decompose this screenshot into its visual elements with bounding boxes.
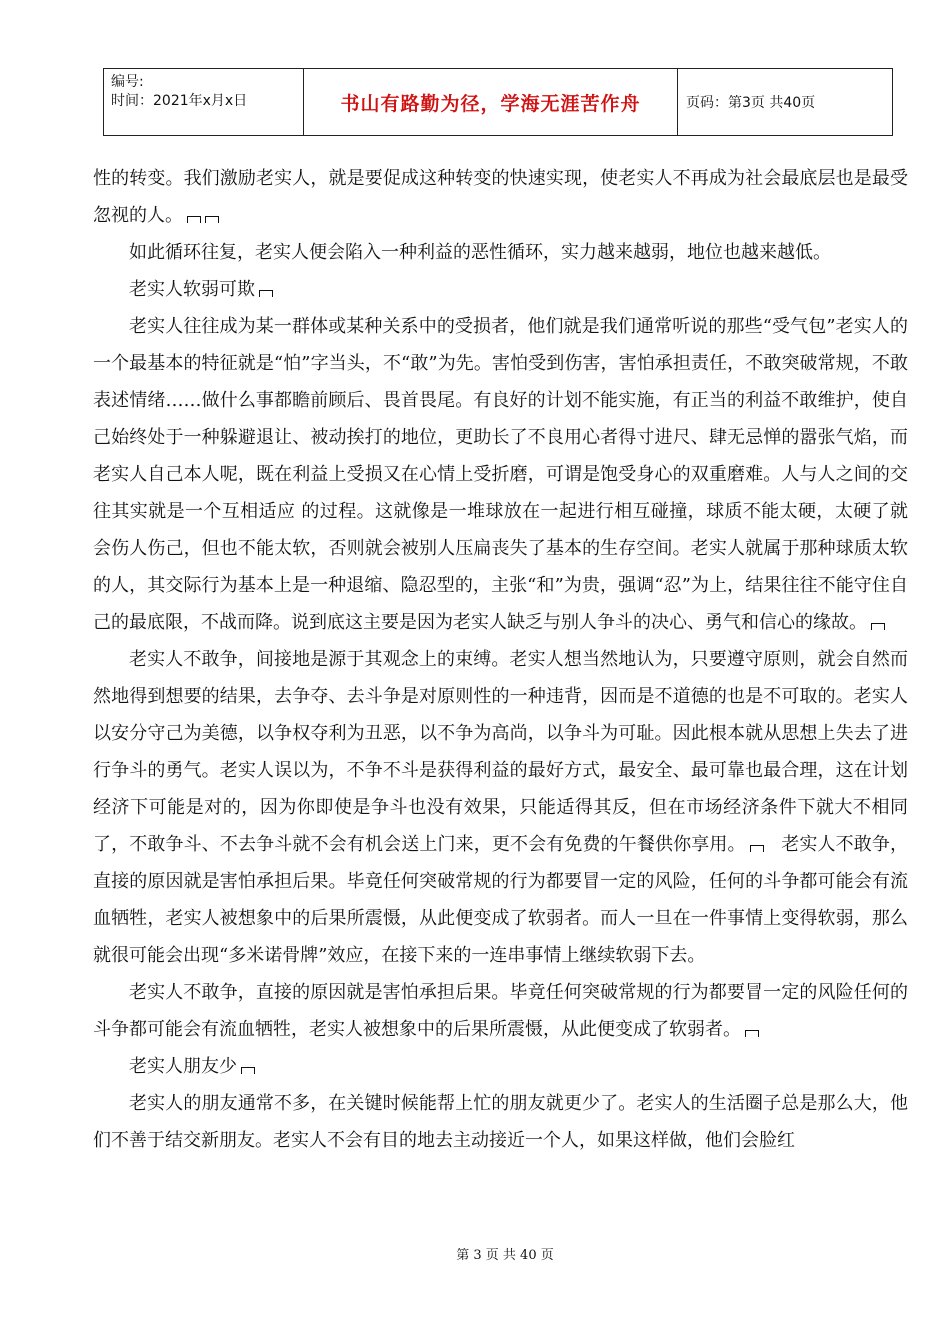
paragraph-7-text: 老实人的朋友通常不多，在关键时候能帮上忙的朋友就更少了。老实人的生活圈子总是那么大，他们不善于结交新朋友。老实人不会有目的地去主动接近一个人，如果这样做，他们会脸红 [93, 1093, 908, 1151]
paragraph-6 [93, 974, 908, 1048]
paragraph-7 [93, 1085, 908, 1159]
paragraph-5-text: 老实人不敢争，直接的原因就是害怕承担后果。毕竟任何突破常规的行为都要冒一定的风险，任何的斗争都可能会有流血牺牲，老实人被想象中的后果所震慑，从此便变成了软弱者。而人一旦在一件事情上变得软弱，那么就很可能会出现“多米诺骨牌”效应，在接下来的一连串事情上继续软弱下去。 [93, 834, 909, 966]
paragraph-6-text: 老实人不敢争，直接的原因就是害怕承担后果。毕竟任何突破常规的行为都要冒一定的风险任何的斗争都可能会有流血牺牲，老实人被想象中的后果所震慑，从此便变成了软弱者。 [93, 982, 908, 1040]
document-time-label: 时间：2021年x月x日 [111, 93, 248, 109]
paragraph-4-text: 老实人不敢争，间接地是源于其观念上的束缚。老实人想当然地认为，只要遵守原则，就会自然而然地得到想要的结果，去争夺、去斗争是对原则性的一种违背，因而是不道德的也是不可取的。老实人以安分守己为美德，以争权夺利为丑恶，以不争为高尚，以争斗为可耻。因此根本就从思想上失去了进行争斗的勇气。老实人误以为，不争不斗是获得利益的最好方式，最安全、最可靠也最合理，这在计划经济下可能是对的，因为你即使是争斗也没有效果，只能适得其反，但在市场经济条件下就大不相同了，不敢争斗、不去争斗就不会有机会送上门来，更不会有免费的午餐供你享用。 [93, 649, 908, 855]
paragraph-2 [93, 234, 908, 271]
paragraph-3 [93, 308, 908, 641]
paragraph-mark [187, 216, 201, 223]
header-meta [104, 69, 304, 135]
page-footer: 第 3 页 共 40 页 [456, 1248, 554, 1263]
section-heading-weak-text: 老实人软弱可欺 [129, 279, 255, 300]
paragraph-mark [241, 1067, 255, 1074]
header-page-info: 页码：第3页 共40页 [686, 95, 816, 111]
paragraph-4 [93, 641, 908, 974]
section-heading-friends-text: 老实人朋友少 [129, 1056, 237, 1077]
paragraph-mark [205, 216, 219, 223]
paragraph-1-text: 性的转变。我们激励老实人，就是要促成这种转变的快速实现，使老实人不再成为社会最底层也是最受忽视的人。 [93, 168, 908, 226]
paragraph-2-text: 如此循环往复，老实人便会陷入一种利益的恶性循环，实力越来越弱，地位也越来越低。 [129, 242, 831, 263]
paragraph-mark [871, 623, 885, 630]
paragraph-mark [259, 290, 273, 297]
paragraph-mark [745, 1030, 759, 1037]
document-header [103, 68, 893, 136]
paragraph-mark [750, 845, 764, 852]
section-heading-weak [93, 271, 908, 308]
document-number-label: 编号: [111, 74, 144, 90]
paragraph-3-text: 老实人往往成为某一群体或某种关系中的受损者，他们就是我们通常听说的那些“受气包”老实人的一个最基本的特征就是“怕”字当头，不“敢”为先。害怕受到伤害，害怕承担责任，不敢突破常规，不敢表述情绪……做什么事都瞻前顾后、畏首畏尾。有良好的计划不能实施，有正当的利益不敢维护，使自己始终处于一种躲避退让、被动挨打的地位，更助长了不良用心者得寸进尺、肆无忌惮的嚣张气焰，而老实人自己本人呢，既在利益上受损又在心情上受折磨，可谓是饱受身心的双重磨难。人与人之间的交往其实就是一个互相适应 的过程。这就像是一堆球放在一起进行相互碰撞，球质不能太硬，太硬了就会伤人伤己，但也不能太软，否则就会被别人压扁丧失了基本的生存空间。老实人就属于那种球质太软的人，其交际行为基本上是一种退缩、隐忍型的，主张“和”为贵，强调“忍”为上，结果往往不能守住自己的最底限，不战而降。说到底这主要是因为老实人缺乏与别人争斗的决心、勇气和信心的缘故。 [93, 316, 908, 633]
paragraph-1 [93, 160, 908, 234]
header-motto: 书山有路勤为径，学海无涯苦作舟 [304, 69, 678, 135]
document-body [93, 160, 908, 1159]
section-heading-friends [93, 1048, 908, 1085]
